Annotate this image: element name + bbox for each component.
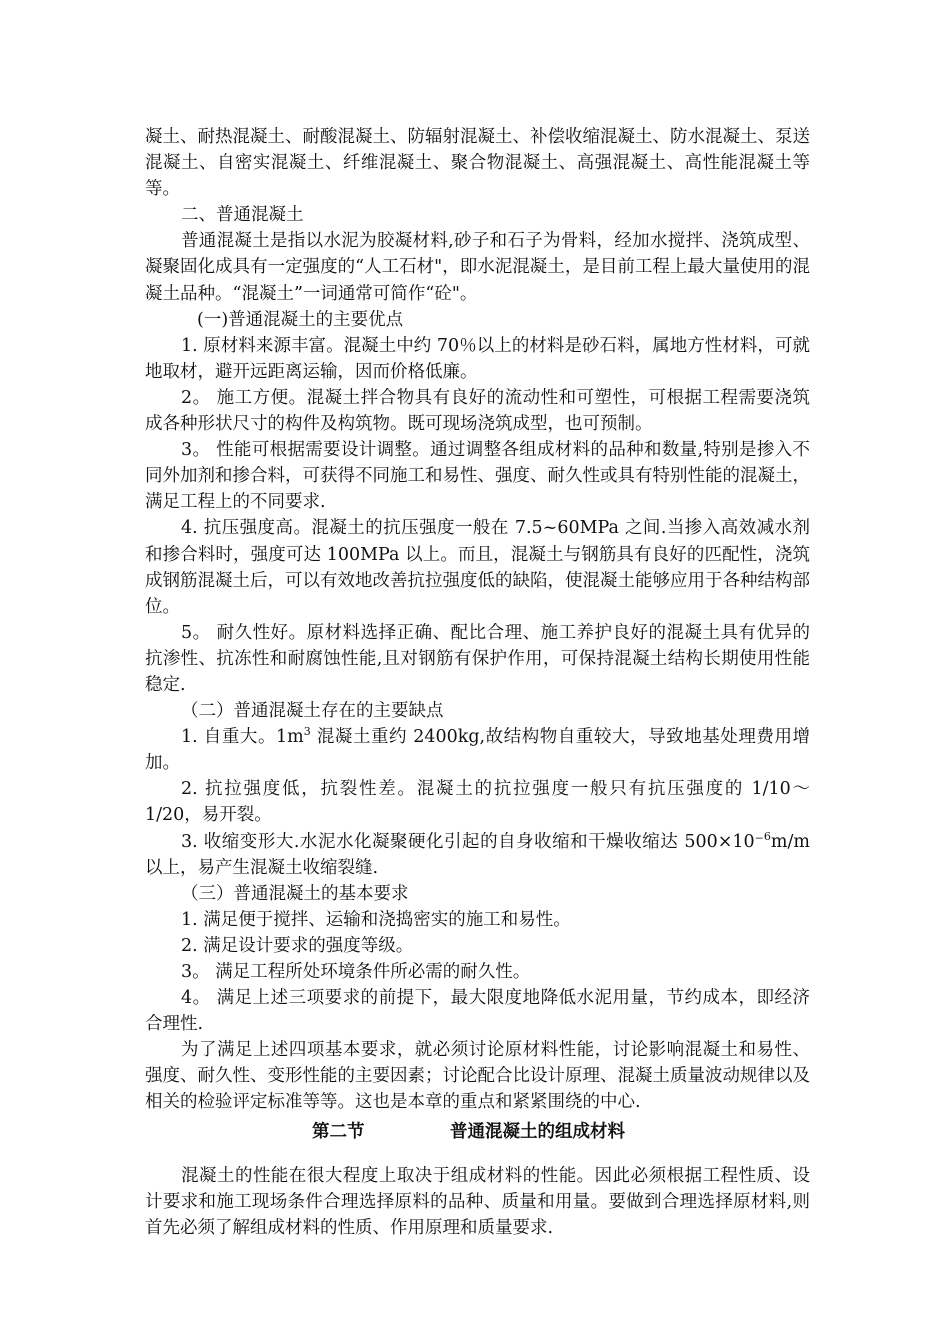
subheading-advantages: (一)普通混凝土的主要优点 bbox=[197, 309, 404, 330]
subheading-disadvantages: （二）普通混凝土存在的主要缺点 bbox=[181, 701, 444, 722]
paragraph-section-intro: 混凝土的性能在很大程度上取决于组成材料的性能。因此必须根据工程性质、设计要求和施工现场条件合理选择原料的品种、质量和用量。要做到合理选择原材料,则首先必须了解组成材料的性质、作用原理和质量要求. bbox=[145, 1165, 810, 1238]
section-title: 普通混凝土的组成材料 bbox=[450, 1121, 625, 1142]
paragraph-requirement-4: 4。 满足上述三项要求的前提下，最大限度地降低水泥用量，节约成本，即经济合理性. bbox=[145, 988, 810, 1035]
section-number: 第二节 bbox=[312, 1121, 365, 1142]
paragraph-disadvantage-1: 1. 自重大。$1m^3$ 混凝土重约 2400kg,故结构物自重较大，导致地基处理费用增加。 bbox=[145, 725, 810, 774]
paragraph-advantage-3: 3。 性能可根据需要设计调整。通过调整各组成材料的品种和数量,特别是掺入不同外加剂和掺合料，可获得不同施工和易性、强度、耐久性或具有特别性能的混凝土，满足工程上的不同要求. bbox=[145, 440, 810, 513]
paragraph-advantage-5: 5。 耐久性好。原材料选择正确、配比合理、施工养护良好的混凝土具有优异的抗渗性、抗冻性和耐腐蚀性能,且对钢筋有保护作用，可保持混凝土结构长期使用性能稳定. bbox=[145, 622, 810, 695]
subheading-ordinary-concrete: 二、普通混凝土 bbox=[181, 205, 304, 226]
subheading-requirements: （三）普通混凝土的基本要求 bbox=[181, 883, 409, 904]
paragraph-advantage-4: 4. 抗压强度高。混凝土的抗压强度一般在 7.5~60MPa 之间.当掺入高效减水剂和掺合料时，强度可达 100MPa 以上。而且，混凝土与钢筋具有良好的匹配性，浇筑成钢筋混凝土后，可以有效地改善抗拉强度低的缺陷，使混凝土能够应用于各种结构部位。 bbox=[145, 518, 810, 617]
body-text bbox=[145, 124, 810, 1241]
paragraph-requirement-2: 2. 满足设计要求的强度等级。 bbox=[181, 935, 414, 956]
paragraph-disadvantage-2: 2. 抗拉强度低，抗裂性差。混凝土的抗拉强度一般只有抗压强度的 1/10～1/20，易开裂。 bbox=[145, 779, 810, 826]
section-heading bbox=[145, 1116, 810, 1163]
paragraph-definition: 普通混凝土是指以水泥为胶凝材料,砂子和石子为骨料，经加水搅拌、浇筑成型、凝聚固化成具有一定强度的“人工石材"，即水泥混凝土，是目前工程上最大量使用的混凝土品种。“混凝土”一词通常可简作“砼"。 bbox=[145, 231, 810, 304]
paragraph-advantage-2: 2。 施工方便。混凝土拌合物具有良好的流动性和可塑性，可根据工程需要浇筑成各种形状尺寸的构件及构筑物。既可现场浇筑成型，也可预制。 bbox=[145, 387, 810, 435]
paragraph-disadvantage-3: 3. 收缩变形大.水泥水化凝聚硬化引起的自身收缩和干燥收缩达 500×10⁻$^6$m/m 以上，易产生混凝土收缩裂缝. bbox=[145, 829, 810, 878]
paragraph-requirement-1: 1. 满足便于搅拌、运输和浇捣密实的施工和易性。 bbox=[181, 909, 571, 930]
paragraph-concrete-types: 凝土、耐热混凝土、耐酸混凝土、防辐射混凝土、补偿收缩混凝土、防水混凝土、泵送混凝土、自密实混凝土、纤维混凝土、聚合物混凝土、高强混凝土、高性能混凝土等等。 bbox=[145, 127, 810, 200]
paragraph-requirement-3: 3。 满足工程所处环境条件所必需的耐久性。 bbox=[181, 962, 531, 982]
paragraph-advantage-1: 1. 原材料来源丰富。混凝土中约 70％以上的材料是砂石料，属地方性材料，可就地取材，避开远距离运输，因而价格低廉。 bbox=[145, 335, 810, 382]
paragraph-summary: 为了满足上述四项基本要求，就必须讨论原材料性能，讨论影响混凝土和易性、强度、耐久性、变形性能的主要因素；讨论配合比设计原理、混凝土质量波动规律以及相关的检验评定标准等等。这也是本章的重点和紧紧围绕的中心. bbox=[145, 1040, 810, 1113]
